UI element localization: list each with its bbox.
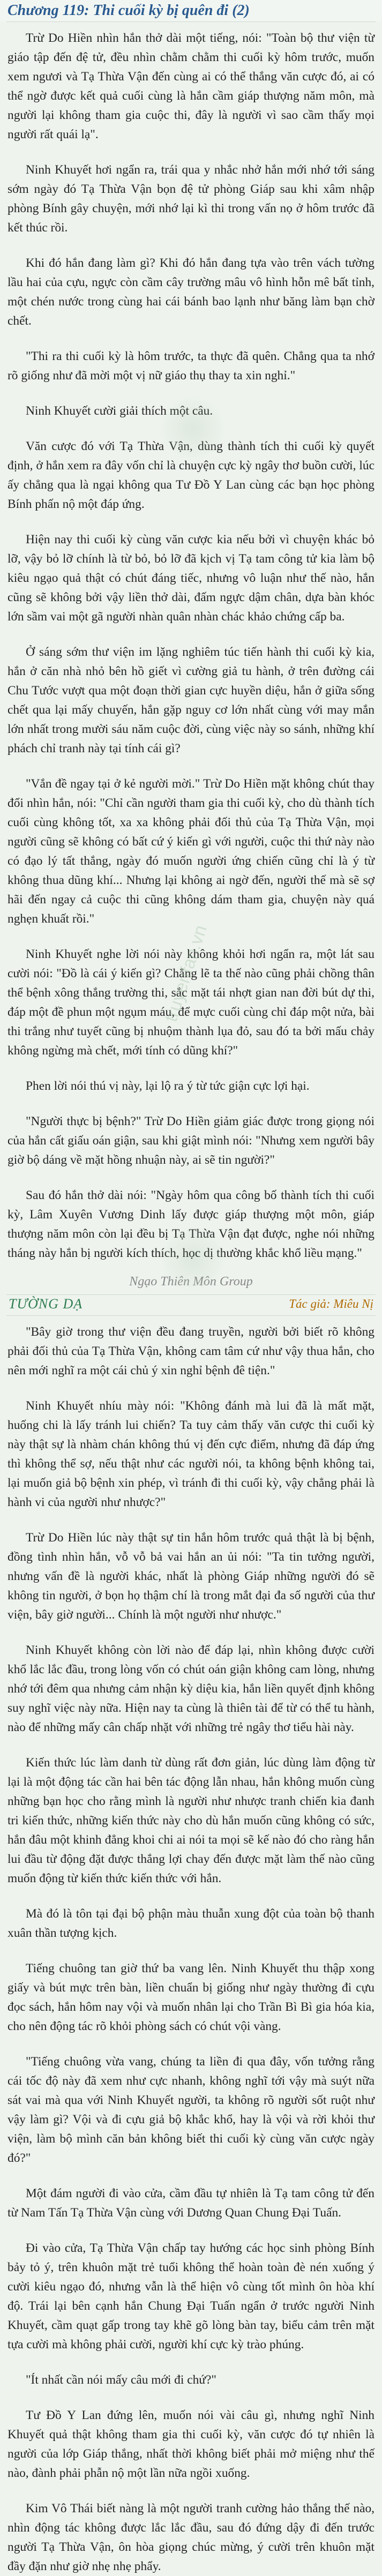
paragraph: Ở sáng sớm thư viện im lặng nghiêm túc tiến hành thi cuối kỳ kia, hắn ở căn nhà nhỏ bên hồ giết vì cường giả tu hành, ở trên đường cái Chu Tước vượt qua một đoạn thời gian cực huyền diệu, hắn ở giữa sống chết qua lại mấy chuyến, hắn gặp nguy cơ lớn nhất cùng với may mắn lớn nhất trong mười sáu năm cuộc đời, cùng việc này so sánh, những khí phách chỉ tranh này tại tính cái gì? [8, 645, 374, 755]
paragraph: Tư Đồ Y Lan đứng lên, muốn nói vài câu gì, nhưng nghĩ Ninh Khuyết quả thật không tham gia thi cuối kỳ, văn cược đó tự nhiên là người của lớp Giáp thắng, nhất thời không biết phải mở miệng như thế nào, đành phải phẫn nộ một lần nữa ngồi xuống. [8, 2408, 374, 2480]
paragraph: "Bây giờ trong thư viện đều đang truyền, người bởi biết rõ không phải đối thủ của Tạ Thừa Vận, không cam tâm cứ như vậy thua hắn, cho nên mới nghĩ ra một cái chủ ý xin nghỉ bệnh đê tiện." [8, 1325, 374, 1377]
author-label: Tác giả: Miêu Nị [289, 1297, 373, 1311]
paragraph: "Tiếng chuông vừa vang, chúng ta liền đi qua đây, vốn tưởng rằng cái tốc độ này đã xem như cực nhanh, không nghĩ tới vậy mà suýt nữa sát vai mà qua với Ninh Khuyết người, ta không rõ người sốt ruột như vậy làm gì? Vội và đi cựu giả bộ khắc khổ, hay là vội và rời khỏi thư viện, làm bộ mình căn bản không biết thi cuối kỳ cùng văn cược ngày đó?" [8, 2055, 374, 2165]
paragraph: Kim Vô Thái biết nàng là một người tranh cường hảo thắng thế nào, nhìn động tác không được lắc lắc đầu, sau đó đứng dậy đi đến trước người Tạ Thừa Vận, ôn hòa giọng chúc mừng, ý cười trên khuôn mặt đầy đặn như giờ nhẹ nhẹ phẩy. [8, 2502, 374, 2573]
paragraph: Khi đó hắn đang làm gì? Khi đó hắn đang tựa vào trên vách tường lầu hai của cựu, ngực còn cầm cây trường mâu vô hình hỗn mê bất tỉnh, một chén nước trong cùng hai cái bánh bao lạnh như băng làm bạn chờ chết. [8, 256, 374, 328]
paragraph: Ninh Khuyết cười giải thích một câu. [26, 404, 213, 418]
paragraph: "Thi ra thi cuối kỳ là hôm trước, ta thực đã quên. Chẳng qua ta nhớ rõ giống như đã mời một vị nữ giáo thụ thay ta xin nghỉ." [8, 349, 374, 383]
paragraph: Phen lời nói thú vị này, lại lộ ra ý từ tức giận cực lợi hại. [26, 1079, 310, 1093]
paragraph: Ninh Khuyết nhíu mày nói: "Không đánh mà lui đã là mất mặt, huống chi là lấy tránh lui chiến? Ta tuy cảm thấy văn cược thi cuối kỳ này thật sự là nhàm chán không thú vị đến cực điểm, nhưng đã đáp ứng thì không thể sợ, nếu thật như các người nói, ta không bệnh không tai, lại muốn giả bộ bệnh xin phép, vì tránh đi thi cuối kỳ, vậy chẳng phải là hành vi của người như nhược?" [8, 1399, 374, 1509]
paragraph: Một đám người đi vào cửa, cầm đầu tự nhiên là Tạ tam công tử đến từ Nam Tấn Tạ Thừa Vận cùng với Dương Quan Chung Đại Tuấn. [8, 2186, 374, 2220]
paragraph: Văn cược đó với Tạ Thừa Vận, dùng thành tích thi cuối kỳ quyết định, ở hắn xem ra đây vốn chỉ là chuyện cực kỳ ngây thơ buồn cười, lúc ấy chẳng qua là ngại không qua Tư Đồ Y Lan cùng các bạn học phòng Bính phấn nộ một đáp ứng. [8, 439, 374, 511]
book-title: TƯỜNG DẠ [9, 1296, 83, 1312]
paragraph: "Vắn đề ngay tại ở kẻ người mời." Trừ Do Hiền mặt không chút thay đổi nhìn hắn, nói: "Chỉ cần người tham gia thi cuối kỳ, cho dù thành tích cuối cùng không tốt, xa xa không phải đối thủ của Tạ Thừa Vận, mọi người cũng sẽ không có bất cứ ý kiến gì với người, cuộc thi thứ này nào có đạo lý tất thắng, ngày đó muốn người ứng chiến cũng chỉ là ý từ không thua dũng khí... Nhưng lại không ai ngờ đến, người thế mà sẽ sợ hãi đến ngay cả cuộc thi cũng không dám tham gia, chuyện này quá nghẹn khuất rồi." [8, 777, 374, 926]
paragraph: Ninh Khuyết hơi ngẩn ra, trái qua y nhắc nhở hắn mới nhớ tới sáng sớm ngày đó Tạ Thừa Vận bọn đệ tử phòng Giáp sau khi xâm nhập phòng Bính gây chuyện, mới nhớ lại kì thi trong vấn nọ ở hôm trước đã kết thúc rồi. [8, 163, 374, 235]
paragraph: Trừ Do Hiền lúc này thật sự tin hắn hôm trước quả thật là bị bệnh, đồng tình nhìn hắn, vỗ vỗ bả vai hắn an ủi nói: "Ta tin tưởng người, nhưng vấn đề là người khác, nhất là phòng Giáp những người đó sẽ không tin người, ở bọn họ thậm chí là trong mắt đại đa số người của thư viện, bây giờ người... Chính là một người như nhược." [8, 1531, 374, 1622]
paragraph: Kiến thức lúc làm danh từ dùng rất đơn giản, lúc dùng làm động từ lại là một động tác cần hai bên tác động lẫn nhau, hắn không muốn cùng những bạn học cho rằng mình là người như nhược tranh chiến kia đanh tri kiến thức, những kiến thức này cho dù hắn muốn cũng không có sức, hắn đâu một khinh đẳng khoi chi ai nói ta mọi sẽ kế nào đó cho ràng hắn lui đầu từ động đặt được thắng lợi chay đến được mặt làm thế nào cũng muốn động từ kiến thức kiến thức với hắn. [8, 1756, 374, 1885]
paragraph: Sau đó hắn thở dài nói: "Ngày hôm qua công bố thành tích thi cuối kỳ, Lâm Xuyên Vương Dinh lấy được giáp thượng một môn, giáp thượng năm môn còn lại đều bị Tạ Thừa Vận đạt được, nghe nói những tháng này hắn bị người kích thích, học dị thường khắc khổ liều mạng." [8, 1188, 374, 1260]
group-credit: Ngạo Thiên Môn Group [129, 1275, 253, 1289]
paragraph: Đi vào cửa, Tạ Thừa Vận chấp tay hướng các học sinh phòng Bính bảy tỏ ý, trên khuôn mặt trẻ tuổi không thể hoàn toàn đè nén xuống ý cười kiêu ngạo đó, nhưng vẫn là thể hiện vô cùng tốt mình ôn hòa khí độ. Trái lại bên cạnh hắn Chung Đại Tuấn ngẩn ở trước người Ninh Khuyết, cầm quạt gấp trong tay khẽ gõ lòng bàn tay, biểu cảm trên mặt tựa cười mà không phải cười, người khí cực kỳ trào phúng. [8, 2241, 374, 2352]
paragraph: Hiện nay thi cuối kỳ cùng văn cược kia nếu bởi vì chuyện khác bỏ lỡ, vậy bỏ lỡ chính là từ bỏ, bỏ lỡ đã kịch vị Tạ tam công tử kia làm bộ kiêu ngạo quả thật có chút đáng tiếc, nhưng vô luận như thế nào, hắn cũng sẽ không bởi vậy liền thở dài, đấm ngực dậm chân, dựa bàn khóc lớn sầm vai một gã người nhàn quân nhàn chác khảo chứng cấp ba. [8, 533, 374, 624]
book-header [0, 1295, 382, 1315]
paragraph: Ninh Khuyết không còn lời nào để đáp lại, nhìn không được cười khổ lắc lắc đầu, trong lòng vốn có chút oán giận không cam lòng, nhưng nhớ tới đêm qua nhưng cảm nhận kỳ diệu kia, hắn liền quyết định không suy nghĩ việc này nữa. Hiện nay ta cùng là thiên tài để từ có thể tu hành, nào để những mấy cân chấp nhặt với những trẻ ngây thơ tiểu hài này. [8, 1643, 374, 1734]
chapter-title: Chương 119: Thi cuối kỳ bị quên đi (2) [0, 0, 382, 21]
paragraph: "Ít nhất cần nói mấy câu mới đi chứ?" [26, 2373, 216, 2387]
paragraph: "Người thực bị bệnh?" Trừ Do Hiền giảm giác được trong giọng nói của hắn cất giấu oán giận, sau khi giật mình nói: "Nhưng xem người bây giờ bộ dáng về mặt hồng nhuận này, ai sẽ tin người?" [8, 1114, 374, 1167]
paragraph: Trừ Do Hiền nhìn hắn thở dài một tiếng, nói: "Toàn bộ thư viện từ giáo tập đến đệ tử, đều nhìn chằm chằm thi cuối kỳ hôm trước, muốn xem ngươi và Tạ Thừa Vận đến cùng ai có thể thắng văn cược đó, ai có thể ngờ được kết quả cuối cùng là hắn cầm giáp thượng năm môn, mà người lại không tham gia cuộc thi, đây là người vì sao cầm thấy mọi người rất quái lạ". [8, 31, 374, 141]
chapter-content-part2 [0, 1316, 382, 2576]
chapter-content-part1 [0, 22, 382, 1263]
watermark-text: truyenfan.vn [161, 923, 211, 1024]
paragraph: Tiếng chuông tan giờ thứ ba vang lên. Ninh Khuyết thu thập xong giấy và bút mực trên bàn, liền chuẩn bị giống như ngày thường đi cựu đọc sách, hắn hôm nay vội và muốn nhân lại cho Trần Bì Bì gia hóa kia, cho nên động tác rõ khỏi phòng sách có chút vội vàng. [8, 1961, 374, 2033]
paragraph: Mà đó là tôn tại đại bộ phận màu thuẫn xung đột của toàn bộ thanh xuân thần tượng kịch. [8, 1907, 374, 1940]
paragraph: Ninh Khuyết nghe lời nói này không khỏi hơi ngẩn ra, một lát sau cười nói: "Đồ là cái ý kiến gì? Chẳng lẽ ta thế nào cũng phải chồng thân thể bệnh xông thắng trường thi, sắc mặt tái nhợt gian nan đời bút dự thi, đáp một đề phun một ngụm máu, để mực cuối cùng chỉ đáp một nửa, bài thi trắng như tuyết cũng bị nhuộm thành lụa đỏ, sau đó ta bởi mấu chảy không ngừng mà chết, mới tính có dũng khí?" [8, 947, 374, 1058]
